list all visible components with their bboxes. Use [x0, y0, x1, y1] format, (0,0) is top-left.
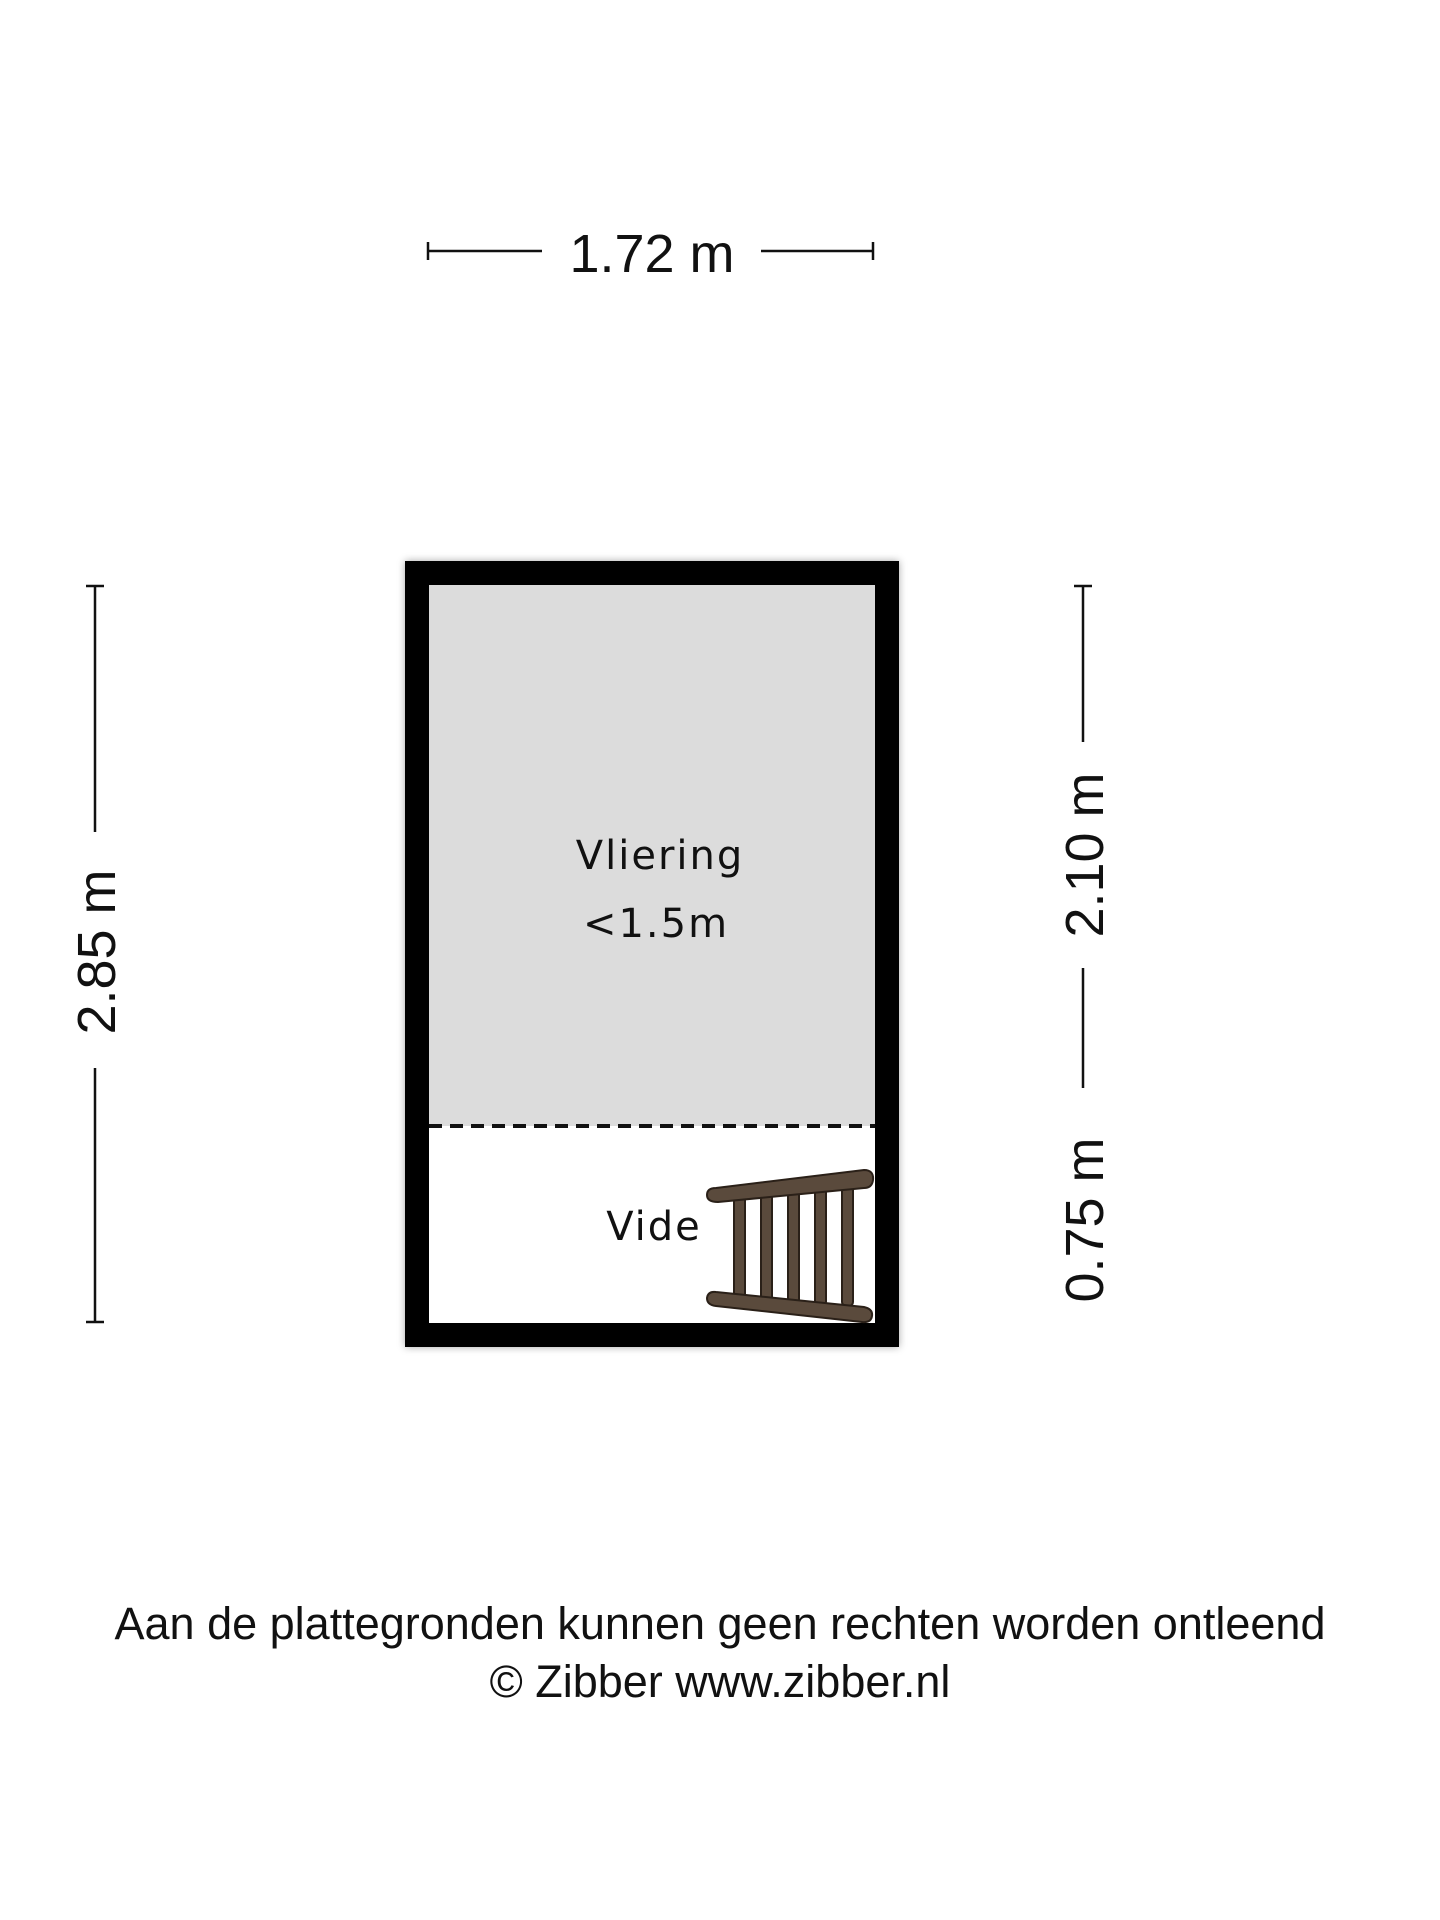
- footer-disclaimer: Aan de plattegronden kunnen geen rechten worden ontleend: [114, 1598, 1326, 1649]
- dimension-depth-label: 2.85 m: [67, 869, 127, 1035]
- dimension-depth: [67, 586, 127, 1322]
- room-vide-label: Vide: [606, 1204, 702, 1250]
- dimension-split: [1055, 586, 1115, 1303]
- footer-credit: © Zibber www.zibber.nl: [489, 1656, 951, 1707]
- dimension-width: [428, 224, 873, 284]
- room-vliering-note: <1.5m: [582, 901, 730, 947]
- room-vliering-label: Vliering: [575, 833, 745, 879]
- dimension-upper-depth-label: 2.10 m: [1055, 772, 1115, 938]
- dimension-width-label: 1.72 m: [569, 224, 735, 284]
- dimension-lower-depth-label: 0.75 m: [1055, 1137, 1115, 1303]
